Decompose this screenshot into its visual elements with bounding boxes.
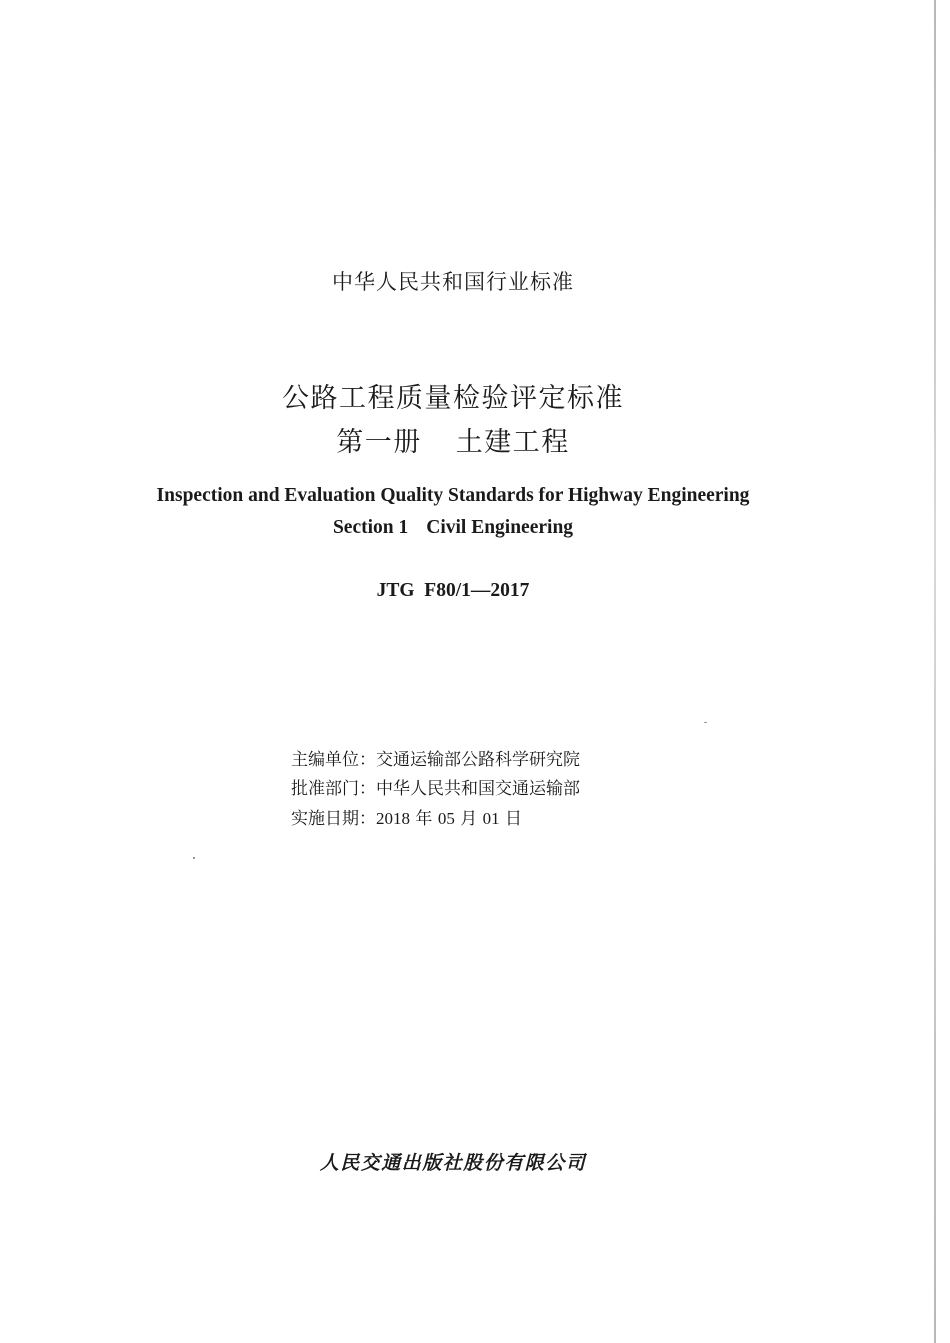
editor-label: 主编单位： — [291, 750, 376, 770]
editor-row — [291, 746, 580, 775]
date-year: 2018 — [376, 809, 410, 828]
approver-value: 中华人民共和国交通运输部 — [376, 779, 580, 799]
date-day: 01 — [482, 809, 500, 828]
section-label: Section 1 — [332, 517, 409, 538]
title-chinese: 公路工程质量检验评定标准 — [282, 383, 624, 414]
approver-row — [291, 775, 580, 804]
section-name: Civil Engineering — [426, 517, 574, 538]
scan-edge-line — [934, 0, 936, 1343]
date-row — [291, 804, 580, 834]
volume-name: 土建工程 — [455, 427, 570, 458]
industry-standard-label: 中华人民共和国行业标准 — [332, 270, 574, 294]
scan-speck — [704, 722, 707, 723]
date-month: 05 — [437, 809, 455, 828]
date-month-unit: 月 — [460, 809, 478, 829]
scan-speck — [193, 857, 195, 859]
title-english: Inspection and Evaluation Quality Standards for Highway Engineering — [156, 485, 750, 506]
subtitle-chinese — [0, 420, 906, 459]
date-day-unit: 日 — [505, 809, 523, 829]
publisher-name: 人民交通出版社股份有限公司 — [319, 1152, 587, 1174]
date-label: 实施日期： — [291, 809, 376, 829]
date-year-unit: 年 — [415, 809, 433, 829]
approver-label: 批准部门： — [291, 779, 376, 799]
volume-label: 第一册 — [336, 427, 422, 458]
metadata-block — [291, 746, 580, 834]
editor-value: 交通运输部公路科学研究院 — [376, 750, 580, 770]
subtitle-english — [0, 517, 906, 539]
standard-code: JTG F80/1—2017 — [376, 580, 530, 601]
